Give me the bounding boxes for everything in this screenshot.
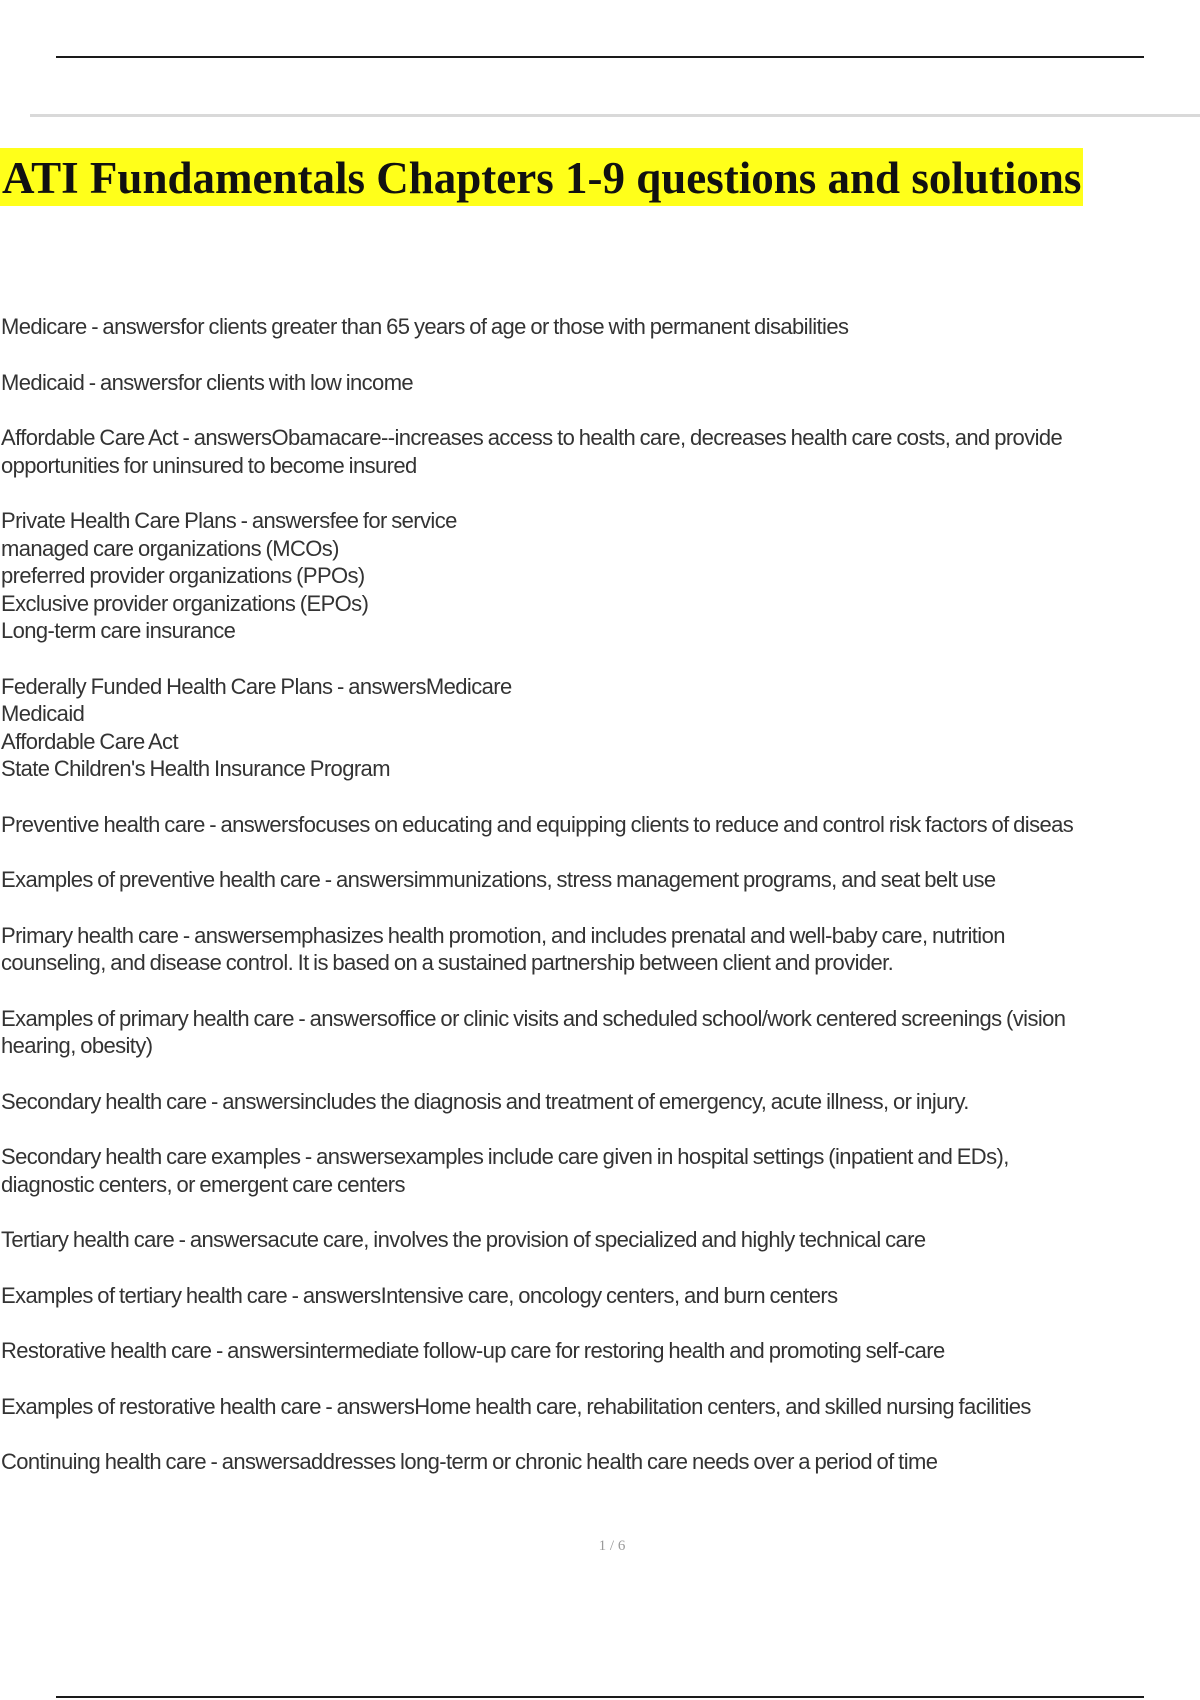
qa-item	[1, 811, 1200, 839]
qa-line: Tertiary health care - answersacute care, involves the provision of specialized and highly technical care	[1, 1227, 926, 1252]
qa-line: Medicare - answersfor clients greater than 65 years of age or those with permanent disabilities	[1, 314, 849, 339]
qa-item	[1, 1143, 1200, 1198]
qa-item	[1, 424, 1200, 479]
qa-line: managed care organizations (MCOs)	[1, 535, 339, 561]
qa-line: Federally Funded Health Care Plans - answersMedicare	[1, 673, 512, 699]
qa-line: Examples of preventive health care - answersimmunizations, stress management programs, and seat belt use	[1, 867, 996, 892]
qa-line: Affordable Care Act - answersObamacare--increases access to health care, decreases health care costs, and provide	[1, 425, 1063, 450]
qa-item	[1, 922, 1200, 977]
qa-line: Examples of restorative health care - answersHome health care, rehabilitation centers, and skilled nursing facilities	[1, 1393, 1031, 1419]
qa-line: Medicaid	[1, 701, 85, 726]
qa-line: Private Health Care Plans - answersfee for service	[1, 508, 457, 533]
qa-line: hearing, obesity)	[1, 1033, 153, 1058]
qa-item	[1, 1393, 1200, 1421]
qa-line: Long-term care insurance	[1, 618, 236, 643]
qa-line: Restorative health care - answersintermediate follow-up care for restoring health and promoting self-care	[1, 1338, 945, 1363]
qa-line: Examples of tertiary health care - answersIntensive care, oncology centers, and burn centers	[1, 1282, 838, 1308]
qa-item	[1, 313, 1200, 341]
qa-line: counseling, and disease control. It is based on a sustained partnership between client and provider.	[1, 950, 894, 975]
top-rule	[56, 56, 1144, 58]
bottom-rule	[56, 1696, 1144, 1698]
qa-item	[1, 1337, 1200, 1365]
qa-list	[1, 313, 1200, 1504]
header-divider	[30, 114, 1200, 117]
qa-line: diagnostic centers, or emergent care centers	[1, 1171, 405, 1197]
qa-line: opportunities for uninsured to become insured	[1, 452, 417, 478]
qa-item	[1, 866, 1200, 894]
qa-line: Examples of primary health care - answersoffice or clinic visits and scheduled school/work centered screenings (vision	[1, 1005, 1066, 1031]
qa-line: Continuing health care - answersaddresses long-term or chronic health care needs over a period of time	[1, 1449, 938, 1474]
qa-line: Medicaid - answersfor clients with low income	[1, 369, 414, 395]
qa-item	[1, 1282, 1200, 1310]
qa-line: preferred provider organizations (PPOs)	[1, 563, 365, 588]
qa-line: Secondary health care - answersincludes the diagnosis and treatment of emergency, acute illness, or injury.	[1, 1088, 969, 1114]
qa-item	[1, 369, 1200, 397]
qa-item	[1, 507, 1200, 645]
qa-item	[1, 1005, 1200, 1060]
page-number: 1 / 6	[598, 1538, 626, 1554]
qa-item	[1, 673, 1200, 783]
qa-line: Preventive health care - answersfocuses on educating and equipping clients to reduce and control risk factors of diseas	[1, 811, 1074, 837]
qa-item	[1, 1448, 1200, 1476]
qa-line: Affordable Care Act	[1, 728, 178, 754]
qa-line: Secondary health care examples - answersexamples include care given in hospital settings (inpatient and EDs),	[1, 1144, 1009, 1169]
qa-line: Primary health care - answersemphasizes health promotion, and includes prenatal and well-baby care, nutrition	[1, 922, 1005, 948]
qa-item	[1, 1088, 1200, 1116]
qa-line: State Children's Health Insurance Program	[1, 756, 390, 781]
document-title: ATI Fundamentals Chapters 1-9 questions and solutions	[0, 148, 1083, 206]
qa-item	[1, 1226, 1200, 1254]
qa-line: Exclusive provider organizations (EPOs)	[1, 590, 369, 616]
